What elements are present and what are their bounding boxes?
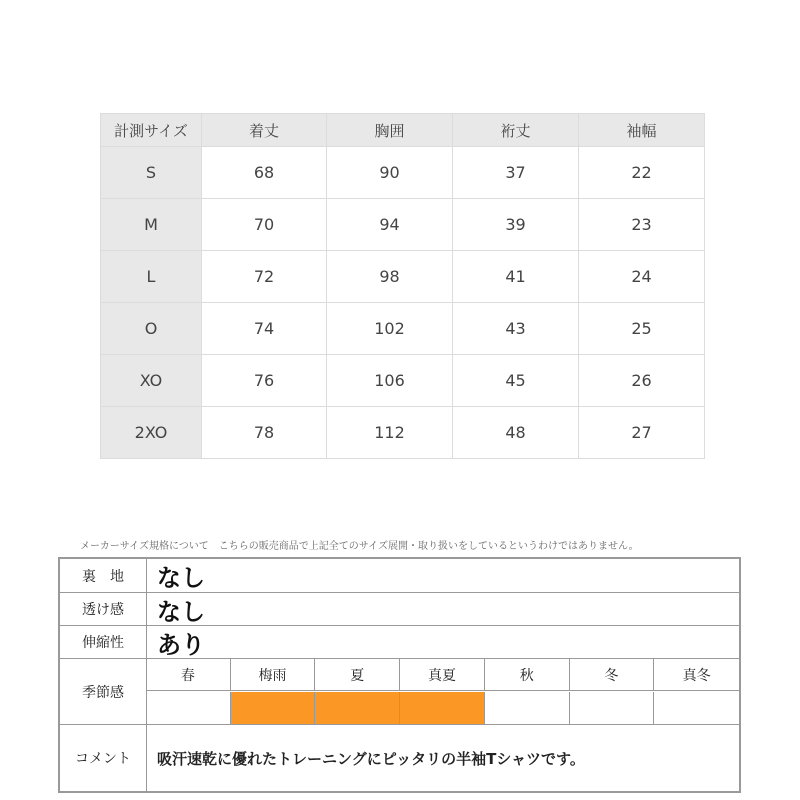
header-sleeve-width: 袖幅 [579,114,705,147]
table-cell: 76 [202,355,327,407]
comment-label: コメント [60,725,147,791]
stretch-value: あり [157,630,205,659]
season-header: 夏 [315,659,400,691]
table-cell: 27 [579,407,705,459]
size-cell: XO [101,355,202,407]
table-row [101,355,705,407]
table-cell: 26 [579,355,705,407]
table-cell: 72 [202,251,327,303]
table-cell: 112 [327,407,453,459]
table-cell: 43 [453,303,579,355]
season-row [60,659,739,725]
size-note: メーカーサイズ規格について こちらの販売商品で上記全てのサイズ展開・取り扱いをしているというわけではありません。 [80,541,639,552]
size-cell: M [101,199,202,251]
season-header: 真夏 [400,659,485,691]
season-indicator-active [315,692,400,724]
season-header: 冬 [570,659,655,691]
table-row [101,251,705,303]
table-cell: 90 [327,147,453,199]
transparency-row [60,593,739,626]
stretch-label: 伸縮性 [60,626,147,658]
season-label: 季節感 [60,659,147,724]
table-cell: 23 [579,199,705,251]
table-row [101,407,705,459]
size-table-header [101,114,705,147]
season-indicator [485,692,570,724]
lining-value: なし [157,564,205,592]
comment-value: 吸汗速乾に優れたトレーニングにピッタリの半袖Tシャツです。 [157,749,585,768]
comment-row [60,725,739,791]
size-cell: 2XO [101,407,202,459]
table-row [101,199,705,251]
header-sleeve-length: 裄丈 [453,114,579,147]
table-cell: 68 [202,147,327,199]
table-row [101,147,705,199]
table-cell: 45 [453,355,579,407]
table-cell: 25 [579,303,705,355]
table-cell: 98 [327,251,453,303]
size-cell: O [101,303,202,355]
season-header: 真冬 [654,659,739,691]
stretch-row [60,626,739,659]
transparency-value: なし [157,597,205,626]
size-table [100,113,705,459]
header-length: 着丈 [202,114,327,147]
lining-row [60,559,739,593]
table-cell: 78 [202,407,327,459]
season-indicator-active [231,692,316,724]
header-size: 計測サイズ [101,114,202,147]
season-header: 秋 [485,659,570,691]
season-indicator [570,692,655,724]
season-header: 春 [146,659,231,691]
season-indicator [146,692,231,724]
season-indicator-active [400,692,485,724]
season-header: 梅雨 [231,659,316,691]
table-cell: 70 [202,199,327,251]
table-cell: 22 [579,147,705,199]
table-cell: 24 [579,251,705,303]
transparency-label: 透け感 [60,593,147,625]
lining-label: 裏 地 [60,559,147,592]
table-cell: 39 [453,199,579,251]
size-cell: S [101,147,202,199]
table-cell: 106 [327,355,453,407]
season-indicator [654,692,739,724]
table-cell: 74 [202,303,327,355]
table-cell: 102 [327,303,453,355]
table-cell: 41 [453,251,579,303]
size-cell: L [101,251,202,303]
table-cell: 37 [453,147,579,199]
table-cell: 48 [453,407,579,459]
product-info-table [58,557,741,793]
season-grid [146,659,739,724]
header-chest: 胸囲 [327,114,453,147]
table-cell: 94 [327,199,453,251]
table-row [101,303,705,355]
